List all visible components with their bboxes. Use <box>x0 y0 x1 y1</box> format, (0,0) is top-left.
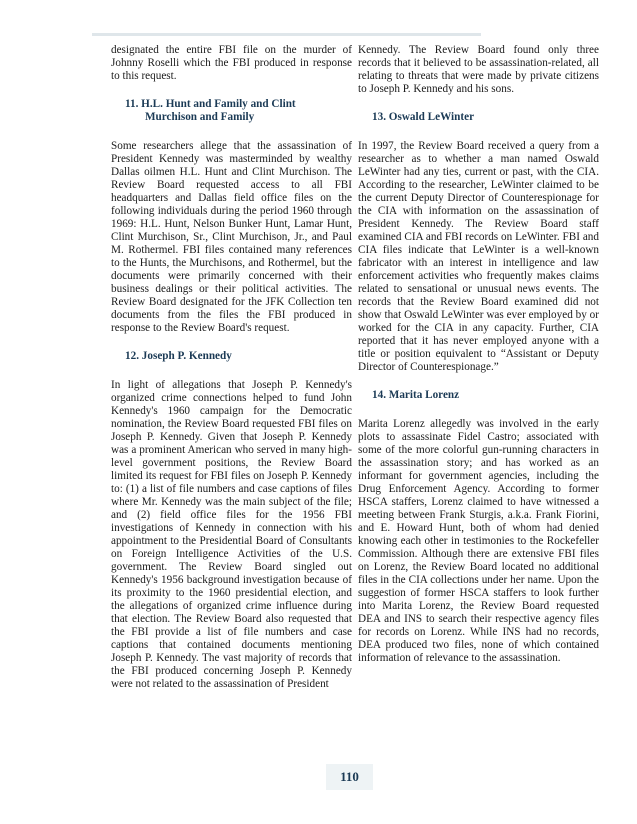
section-heading-14: 14. Marita Lorenz <box>372 389 460 401</box>
page-number-box <box>326 764 373 790</box>
section-heading-13: 13. Oswald LeWinter <box>372 111 475 123</box>
section-heading-12: 12. Joseph P. Kennedy <box>125 350 232 362</box>
page-number: 110 <box>340 769 359 784</box>
left-column <box>111 44 352 691</box>
section-heading-11-line2: Murchison and Family <box>145 111 255 123</box>
section-13-body: In 1997, the Review Board received a query from a researcher as to whether a man named Oswald LeWinter had any ties, current or past, with the CIA. According to the researcher, LeWinter claimed to be the current Deputy Director of Counterespionage for the CIA with information on the assassination of President Kennedy. The Review Board staff examined CIA and FBI records on LeWinter. FBI and CIA files indicate that LeWinter is a well-known fabricator with an interest in intelligence and law enforcement activities who frequently makes claims related to sensational or unusual news events. The records that the Review Board examined did not show that Oswald LeWinter was ever employed by or worked for the CIA in any capacity. Further, CIA reported that it has never employed anyone with a title or position equivalent to “Assistant or Deputy Director of Counterespionage.” <box>358 140 599 373</box>
top-divider-rule <box>92 33 481 36</box>
continuation-paragraph-right: Kennedy. The Review Board found only three records that it believed to be assassination-related, all relating to threats that were made by private citizens to Joseph P. Kennedy and his sons. <box>358 44 599 95</box>
right-column <box>358 44 599 665</box>
section-12-body: In light of allegations that Joseph P. Kennedy's organized crime connections helped to fund John Kennedy's 1960 campaign for the Democratic nomination, the Review Board requested FBI files on Joseph P. Kennedy. Given that Joseph P. Kennedy was a prominent American who served in many high-level government positions, the Review Board limited its request for FBI files on Joseph P. Kennedy to: (1) a list of file numbers and case captions of files where Mr. Kennedy was the main subject of the file; and (2) field office files for the 1956 FBI investigations of Kennedy in connection with his appointment to the Presidential Board of Consultants on Foreign Intelligence Activities of the U.S. government. The Review Board singled out Kennedy's 1956 background investigation because of its proximity to the 1960 presidential election, and the allegations of organized crime influence during that election. The Review Board also requested that the FBI provide a list of file numbers and case captions that contained documents mentioning Joseph P. Kennedy. The vast majority of records that the FBI produced concerning Joseph P. Kennedy were not related to the assassination of President <box>111 379 352 690</box>
continuation-paragraph: designated the entire FBI file on the murder of Johnny Roselli which the FBI produced in response to this request. <box>111 44 352 82</box>
section-heading-11-line1: 11. H.L. Hunt and Family and Clint <box>125 98 296 110</box>
section-11-body: Some researchers allege that the assassination of President Kennedy was masterminded by wealthy Dallas oilmen H.L. Hunt and Clint Murchison. The Review Board requested access to all FBI headquarters and Dallas field office files on the following individuals during the period 1960 through 1969: H.L. Hunt, Nelson Bunker Hunt, Lamar Hunt, Clint Murchison, Sr., Clint Murchison, Jr., and Paul M. Rothermel. FBI files contained many references to the Hunts, the Murchisons, and Rothermel, but the documents were primarily concerned with their business dealings or their political activities. The Review Board designated for the JFK Collection ten documents from the files the FBI produced in response to the Review Board's request. <box>111 140 352 334</box>
section-14-body: Marita Lorenz allegedly was involved in the early plots to assassinate Fidel Castro; associated with some of the more colorful gun-running characters in the assassination story; and has worked as an informant for government agencies, including the Drug Enforcement Agency. According to former HSCA staffers, Lorenz claimed to have witnessed a meeting between Frank Sturgis, a.k.a. Frank Fiorini, and E. Howard Hunt, both of whom had denied knowing each other in testimonies to the Rockefeller Commission. Although there are extensive FBI files on Lorenz, the Review Board located no additional files in the CIA collections under her name. Upon the suggestion of former HSCA staffers to look further into Marita Lorenz, the Review Board requested DEA and INS to search their respective agency files for records on Lorenz. While INS had no records, DEA produced two files, none of which contained information of relevance to the assassination. <box>358 418 599 664</box>
section-heading-11 <box>111 98 352 124</box>
